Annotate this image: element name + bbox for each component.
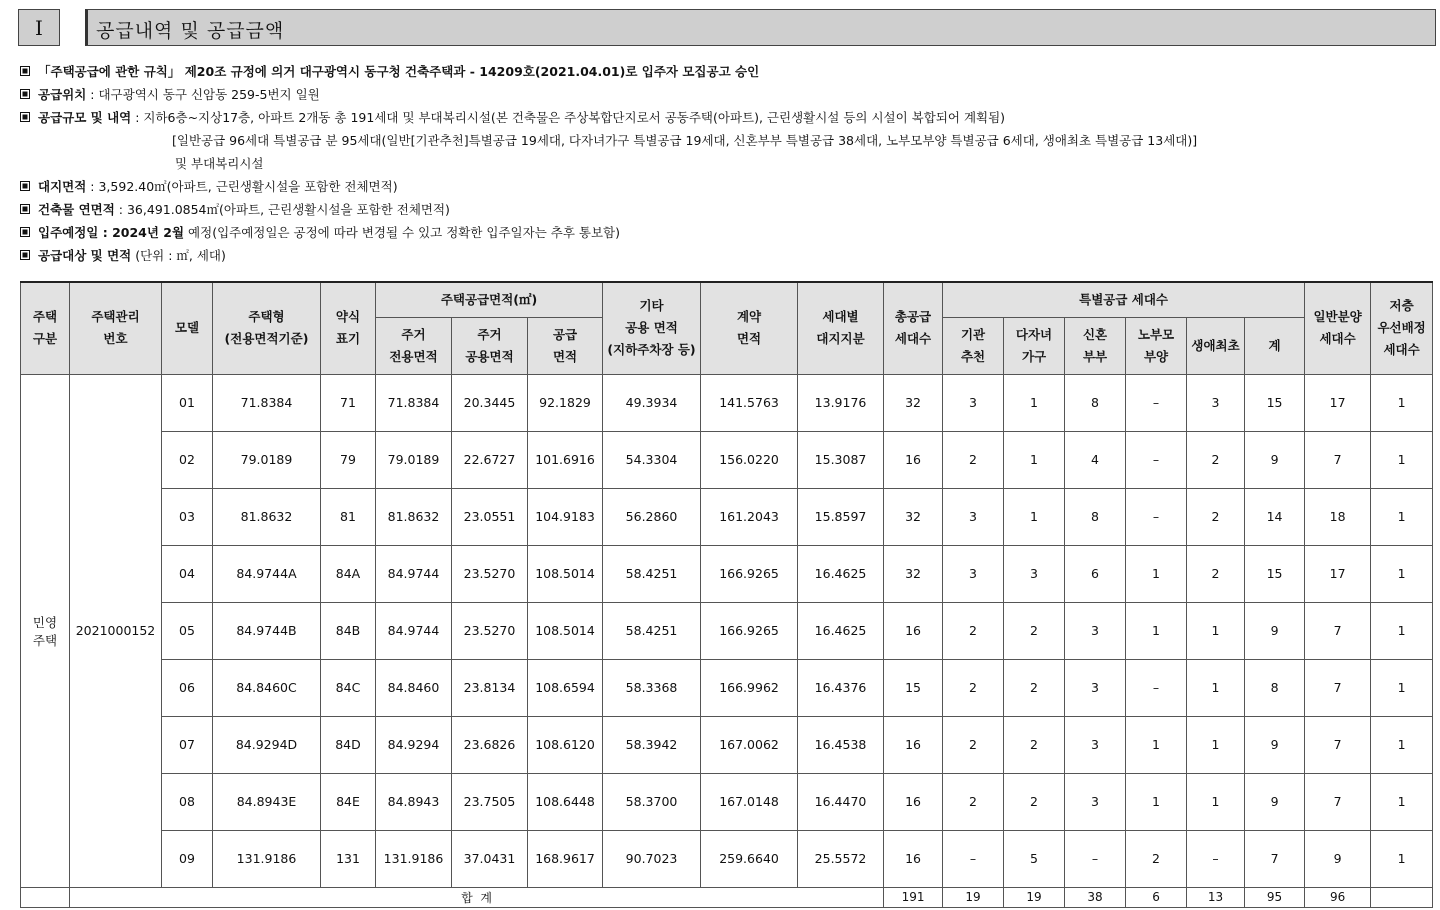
total-low [1371,887,1433,907]
col-model-label: 모델 [174,320,200,336]
col-sum-label: 계 [1268,337,1281,353]
location-label: 공급위치 [38,87,87,102]
cell-general: 17 [1305,374,1371,431]
total-multi: 19 [1004,887,1065,907]
cell-inst: 2 [943,773,1004,830]
cell-abbr: 84C [321,659,376,716]
cell-newly: 3 [1065,659,1126,716]
cell-newly: 4 [1065,431,1126,488]
col-group-special [943,282,1305,317]
location-value: : 대구광역시 동구 신암동 259-5번지 일원 [90,87,320,102]
total-inst: 19 [943,887,1004,907]
col-land-share [798,282,884,374]
table-row [21,659,1433,716]
cell-multi: 1 [1004,431,1065,488]
cell-abbr: 84D [321,716,376,773]
floor-area-label: 건축물 연면적 [38,202,115,217]
cell-other: 56.2860 [603,488,701,545]
cell-elder: 1 [1126,716,1187,773]
floor-area-value: : 36,491.0854㎡(아파트, 근린생활시설을 포함한 전체면적) [118,202,450,217]
cell-model: 08 [162,773,213,830]
cell-excl: 131.9186 [376,830,452,887]
cell-contract: 141.5763 [701,374,798,431]
col-land-share-label: 세대별 대지지분 [816,309,865,347]
cell-excl: 84.8943 [376,773,452,830]
cell-total: 16 [884,431,943,488]
supply-table [20,281,1433,908]
cell-type: 84.9744B [213,602,321,659]
cell-sum: 14 [1245,488,1305,545]
cell-multi: 5 [1004,830,1065,887]
cell-multi: 2 [1004,602,1065,659]
cell-other: 49.3934 [603,374,701,431]
col-inst-label: 기관 추천 [960,326,986,364]
cell-sum: 9 [1245,602,1305,659]
info-location [20,83,1435,106]
col-lowfloor [1371,282,1433,374]
square-bullet-icon [20,204,30,214]
cell-general: 7 [1305,659,1371,716]
cell-contract: 166.9962 [701,659,798,716]
cell-newly: 8 [1065,488,1126,545]
cell-general: 7 [1305,602,1371,659]
table-row [21,773,1433,830]
cell-supply: 108.5014 [528,545,603,602]
cell-general: 7 [1305,716,1371,773]
col-inst [943,317,1004,374]
col-house-type-label: 주택 구분 [32,309,58,347]
cell-first: 1 [1187,716,1245,773]
cell-abbr: 84E [321,773,376,830]
col-supply-label: 공급 면적 [552,326,578,364]
cell-elder: – [1126,488,1187,545]
cell-type: 79.0189 [213,431,321,488]
cell-excl: 84.9744 [376,545,452,602]
cell-first: 1 [1187,602,1245,659]
square-bullet-icon [20,112,30,122]
total-first: 13 [1187,887,1245,907]
square-bullet-icon [20,66,30,76]
cell-general: 7 [1305,773,1371,830]
cell-contract: 166.9265 [701,545,798,602]
land-area-value: : 3,592.40㎡(아파트, 근린생활시설을 포함한 전체면적) [90,179,398,194]
cell-excl: 84.9744 [376,602,452,659]
table-row [21,716,1433,773]
cell-inst: 2 [943,716,1004,773]
table-row [21,488,1433,545]
cell-sum: 9 [1245,773,1305,830]
col-housetype-area-label: 주택형 (전용면적기준) [224,309,309,347]
col-supply [528,317,603,374]
cell-model: 09 [162,830,213,887]
col-other-common [603,282,701,374]
col-first [1187,317,1245,374]
cell-sum: 9 [1245,716,1305,773]
cell-total: 16 [884,602,943,659]
total-label: 합 계 [70,887,884,907]
cell-supply: 108.6594 [528,659,603,716]
info-floor-area [20,198,1435,221]
cell-low: 1 [1371,716,1433,773]
cell-low: 1 [1371,830,1433,887]
cell-model: 02 [162,431,213,488]
info-block [20,60,1435,267]
cell-type: 71.8384 [213,374,321,431]
cell-newly: 6 [1065,545,1126,602]
cell-multi: 2 [1004,659,1065,716]
cell-contract: 156.0220 [701,431,798,488]
section-number: I [18,9,60,46]
cell-land: 16.4625 [798,545,884,602]
cell-newly: 3 [1065,716,1126,773]
total-elder: 6 [1126,887,1187,907]
col-newly [1065,317,1126,374]
cell-common: 23.8134 [452,659,528,716]
info-move-in [20,221,1435,244]
cell-abbr: 71 [321,374,376,431]
cell-total: 16 [884,716,943,773]
cell-common: 37.0431 [452,830,528,887]
col-housetype-area [213,282,321,374]
col-contract-label: 계약 면적 [736,309,762,347]
cell-inst: 2 [943,659,1004,716]
cell-elder: 1 [1126,773,1187,830]
cell-multi: 2 [1004,716,1065,773]
cell-abbr: 79 [321,431,376,488]
square-bullet-icon [20,181,30,191]
cell-land: 16.4376 [798,659,884,716]
total-total: 191 [884,887,943,907]
table-body [21,374,1433,907]
supply-target-value: (단위 : ㎡, 세대) [131,248,226,263]
col-other-common-label: 기타 공용 면적 (지하주차장 등) [607,298,696,358]
cell-excl: 84.9294 [376,716,452,773]
cell-land: 15.8597 [798,488,884,545]
cell-model: 01 [162,374,213,431]
col-common-label: 주거 공용면적 [465,326,514,364]
section-title-box [85,9,1436,46]
col-lowfloor-label: 저층 우선배정 세대수 [1377,298,1426,358]
cell-first: 2 [1187,431,1245,488]
col-newly-label: 신혼 부부 [1082,326,1108,364]
square-bullet-icon [20,89,30,99]
cell-supply: 108.5014 [528,602,603,659]
col-mgmt-no-label: 주택관리 번호 [91,309,140,347]
cell-land: 13.9176 [798,374,884,431]
scale-value: : 지하6층~지상17층, 아파트 2개동 총 191세대 및 부대복리시설(본 건축물은 주상복합단지로서 공동주택(아파트), 근린생활시설 등의 시설이 복합되어 계획됨) [135,110,1006,125]
cell-other: 90.7023 [603,830,701,887]
cell-newly: 3 [1065,773,1126,830]
cell-general: 7 [1305,431,1371,488]
cell-common: 23.5270 [452,545,528,602]
cell-other: 58.3368 [603,659,701,716]
cell-land: 16.4538 [798,716,884,773]
info-scale [20,106,1435,129]
house-type-cell: 민영 주택 [21,374,70,887]
cell-model: 06 [162,659,213,716]
cell-type: 84.8943E [213,773,321,830]
cell-excl: 81.8632 [376,488,452,545]
total-row [21,887,1433,907]
cell-low: 1 [1371,659,1433,716]
cell-supply: 108.6120 [528,716,603,773]
cell-model: 03 [162,488,213,545]
cell-sum: 15 [1245,374,1305,431]
total-blank-cell [21,887,70,907]
cell-type: 84.9294D [213,716,321,773]
cell-sum: 15 [1245,545,1305,602]
table-row [21,545,1433,602]
cell-sum: 9 [1245,431,1305,488]
cell-total: 32 [884,374,943,431]
cell-land: 15.3087 [798,431,884,488]
cell-first: 1 [1187,773,1245,830]
cell-general: 18 [1305,488,1371,545]
cell-contract: 259.6640 [701,830,798,887]
col-abbr-label: 약식 표기 [335,309,361,347]
cell-other: 54.3304 [603,431,701,488]
move-in-label: 입주예정일 : 2024년 2월 [38,225,185,240]
cell-land: 25.5572 [798,830,884,887]
cell-common: 20.3445 [452,374,528,431]
cell-elder: – [1126,374,1187,431]
cell-newly: 8 [1065,374,1126,431]
cell-inst: 3 [943,374,1004,431]
col-total-units [884,282,943,374]
col-multi-label: 다자녀 가구 [1015,326,1053,364]
total-newly: 38 [1065,887,1126,907]
total-general: 96 [1305,887,1371,907]
cell-total: 15 [884,659,943,716]
cell-contract: 167.0062 [701,716,798,773]
cell-elder: – [1126,431,1187,488]
info-approval [20,60,1435,83]
col-house-type [21,282,70,374]
total-sum: 95 [1245,887,1305,907]
cell-excl: 71.8384 [376,374,452,431]
col-first-label: 생애최초 [1191,337,1240,353]
cell-contract: 161.2043 [701,488,798,545]
cell-first: 1 [1187,659,1245,716]
cell-low: 1 [1371,602,1433,659]
cell-inst: 2 [943,602,1004,659]
col-general [1305,282,1371,374]
cell-inst: – [943,830,1004,887]
cell-other: 58.3700 [603,773,701,830]
cell-abbr: 84A [321,545,376,602]
cell-supply: 108.6448 [528,773,603,830]
cell-excl: 84.8460 [376,659,452,716]
info-scale-cont2: 및 부대복리시설 [175,156,264,171]
col-exclusive-label: 주거 전용면적 [389,326,438,364]
cell-first: 3 [1187,374,1245,431]
cell-inst: 2 [943,431,1004,488]
col-sum [1245,317,1305,374]
info-scale-cont1: [일반공급 96세대 특별공급 분 95세대(일반[기관추천]특별공급 19세대, 다자녀가구 특별공급 19세대, 신혼부부 특별공급 38세대, 노부모부양 특별공급 6세대, 생애최초 특별공급 13세대)] [172,133,1198,148]
cell-first: – [1187,830,1245,887]
col-exclusive [376,317,452,374]
cell-first: 2 [1187,545,1245,602]
cell-multi: 1 [1004,488,1065,545]
approval-text: 「주택공급에 관한 규칙」 제20조 규정에 의거 대구광역시 동구청 건축주택과 - 14209호(2021.04.01)로 입주자 모집공고 승인 [38,64,760,79]
cell-general: 17 [1305,545,1371,602]
col-multi [1004,317,1065,374]
col-elder-label: 노부모 부양 [1137,326,1175,364]
cell-multi: 1 [1004,374,1065,431]
cell-multi: 2 [1004,773,1065,830]
table-row [21,374,1433,431]
col-group-special-label: 특별공급 세대수 [1079,291,1169,307]
scale-label: 공급규모 및 내역 [38,110,132,125]
cell-model: 05 [162,602,213,659]
info-land-area [20,175,1435,198]
cell-common: 23.7505 [452,773,528,830]
cell-sum: 7 [1245,830,1305,887]
cell-abbr: 81 [321,488,376,545]
col-total-units-label: 총공급 세대수 [894,309,932,347]
cell-first: 2 [1187,488,1245,545]
cell-total: 32 [884,488,943,545]
cell-type: 131.9186 [213,830,321,887]
cell-contract: 166.9265 [701,602,798,659]
col-group-supply-area-label: 주택공급면적(㎡) [440,291,538,307]
cell-total: 32 [884,545,943,602]
cell-elder: 1 [1126,602,1187,659]
cell-type: 81.8632 [213,488,321,545]
cell-supply: 168.9617 [528,830,603,887]
cell-type: 84.8460C [213,659,321,716]
table-row [21,602,1433,659]
supply-target-label: 공급대상 및 면적 [38,248,132,263]
col-elder [1126,317,1187,374]
cell-excl: 79.0189 [376,431,452,488]
col-abbr [321,282,376,374]
cell-contract: 167.0148 [701,773,798,830]
cell-type: 84.9744A [213,545,321,602]
col-general-label: 일반분양 세대수 [1313,309,1362,347]
cell-newly: 3 [1065,602,1126,659]
cell-supply: 101.6916 [528,431,603,488]
cell-land: 16.4625 [798,602,884,659]
cell-inst: 3 [943,545,1004,602]
col-mgmt-no [70,282,162,374]
info-supply-target [20,244,1435,267]
cell-elder: 1 [1126,545,1187,602]
cell-total: 16 [884,773,943,830]
cell-common: 23.6826 [452,716,528,773]
section-title: 공급내역 및 공급금액 [96,20,285,42]
mgmt-no-cell: 2021000152 [70,374,162,887]
table-row [21,830,1433,887]
land-area-label: 대지면적 [38,179,87,194]
cell-other: 58.4251 [603,545,701,602]
cell-low: 1 [1371,374,1433,431]
cell-newly: – [1065,830,1126,887]
cell-other: 58.4251 [603,602,701,659]
section-header [18,9,1434,46]
cell-common: 22.6727 [452,431,528,488]
col-common [452,317,528,374]
cell-abbr: 131 [321,830,376,887]
col-model [162,282,213,374]
cell-supply: 104.9183 [528,488,603,545]
cell-total: 16 [884,830,943,887]
cell-common: 23.0551 [452,488,528,545]
cell-general: 9 [1305,830,1371,887]
cell-sum: 8 [1245,659,1305,716]
table-row [21,431,1433,488]
cell-inst: 3 [943,488,1004,545]
cell-abbr: 84B [321,602,376,659]
cell-model: 04 [162,545,213,602]
move-in-value: 예정(입주예정일은 공정에 따라 변경될 수 있고 정확한 입주일자는 추후 통보함) [184,225,620,240]
cell-low: 1 [1371,773,1433,830]
cell-supply: 92.1829 [528,374,603,431]
col-contract [701,282,798,374]
col-group-supply-area [376,282,603,317]
cell-elder: 2 [1126,830,1187,887]
cell-other: 58.3942 [603,716,701,773]
cell-land: 16.4470 [798,773,884,830]
cell-elder: – [1126,659,1187,716]
cell-low: 1 [1371,488,1433,545]
cell-multi: 3 [1004,545,1065,602]
cell-low: 1 [1371,545,1433,602]
cell-low: 1 [1371,431,1433,488]
square-bullet-icon [20,250,30,260]
cell-model: 07 [162,716,213,773]
square-bullet-icon [20,227,30,237]
cell-common: 23.5270 [452,602,528,659]
